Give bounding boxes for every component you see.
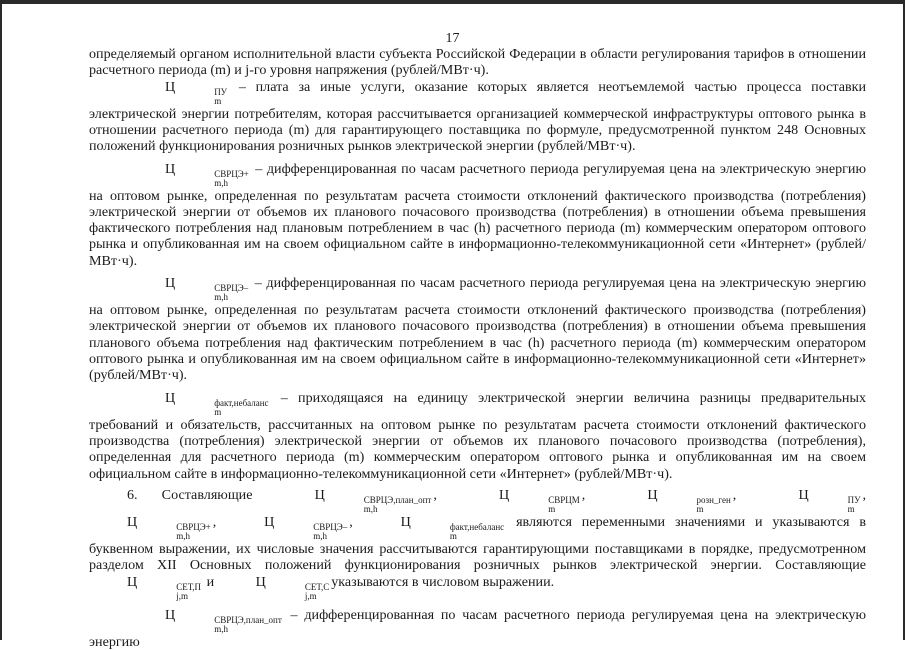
item-6-symbol-4: Ц ПУ m (798, 486, 861, 514)
item-6-symbol-set-p: Ц СЕТ,П j,m (127, 573, 202, 601)
definition-fakt-nebalans (89, 390, 866, 482)
definition-plan-opt (89, 607, 866, 650)
page-number: 17 (445, 31, 460, 46)
symbol-svrtse-plus: Ц СВРЦЭ+ m,h (165, 160, 249, 188)
symbol-pu: Ц ПУ m (165, 78, 228, 106)
item-6-symbol-7: Ц факт,небаланс m (400, 513, 505, 541)
item-6-symbol-6: Ц СВРЦЭ– m,h (264, 513, 348, 541)
definition-svrtse-minus-text: – дифференцированная по часам расчетного периода регулируемая цена на электрическую энергию на оптовом рынке, определенная по результатам расчета стоимости отклонений фактического производства (потребления) электрической энергии от объемов их планового почасового производства (потребления) в отношении объема превышения планового объема потребления над фактическим потреблением в час (h) расчетного периода (m) коммерческим оператором оптового рынка и опубликованная им на своем официальном сайте в информационно-телекоммуникационной сети «Интернет» (рублей/МВт·ч). (89, 275, 866, 384)
symbol-fakt-nebalans: Ц факт,небаланс m (165, 389, 269, 417)
definition-svrtse-minus (89, 275, 866, 384)
item-6-symbol-3: Ц розн_ген m (647, 486, 731, 514)
definition-pu-text: – плата за иные услуги, оказание которых является неотъемлемой частью процесса поставки электрической энергии потребителям, которая рассчитывается организацией коммерческой инфраструктуры оптового рынка в отношении расчетного периода (m) для гарантирующего поставщика по формуле, предусмотренной пунктом 248 Основных положений функционирования розничных рынков электрической энергии (рублей/МВт·ч). (89, 78, 866, 155)
item-6-paragraph: 6. Составляющие Ц СВРЦЭ,план_опт m,h , Ц СВРЦМ m , Ц розн_ген m , Ц ПУ m , Ц СВРЦЭ+ m,h , Ц СВРЦЭ– m,h , Ц факт,небаланс m являются переменными значениями и указываются в буквенном выражении, их числовые значения рассчитываются гарантирующими поставщиками в порядке, предусмотренном разделом XII Основных положений функционирования розничных рынков электрической энергии. Составляющие Ц СЕТ,П j,m и Ц СЕТ,С j,m указываются в числовом выражении. (89, 486, 867, 601)
item-6-symbol-2: Ц СВРЦМ m (499, 486, 580, 514)
definition-fakt-nebalans-text: – приходящаяся на единицу электрической энергии величина разницы предварительных требований и обязательств, рассчитанных на оптовом рынке по результатам расчета стоимости отклонений фактического производства (потребления) электрической энергии от объемов их планового почасового производства (потребления), определенная для расчетного периода (m) коммерческим оператором оптового рынка и опубликованная им на своем официальном сайте в информационно-телекоммуникационной сети «Интернет» (рублей/МВт·ч). (89, 389, 866, 482)
item-6-tail-text: указываются в числовом выражении. (331, 573, 555, 590)
document-body (89, 46, 866, 650)
symbol-svrtse-minus: Ц СВРЦЭ– m,h (165, 275, 249, 303)
item-6-conjunction: и (206, 573, 215, 590)
symbol-plan-opt: Ц СВРЦЭ,план_опт m,h (165, 606, 282, 634)
scan-border-top (0, 0, 905, 4)
intro-paragraph: определяемый органом исполнительной власти субъекта Российской Федерации в области регулирования тарифов в отношении расчетного периода (m) и j-го уровня напряжения (рублей/МВт·ч). (89, 46, 866, 79)
definition-svrtse-plus-text: – дифференцированная по часам расчетного периода регулируемая цена на электрическую энергию на оптовом рынке, определенная по результатам расчета стоимости отклонений фактического производства (потребления) электрической энергии от объемов их планового почасового производства (потребления) в отношении объема превышения фактического потребления над плановым потреблением в час (h) расчетного периода (m) коммерческим оператором оптового рынка и опубликованная им на своем официальном сайте в информационно-телекоммуникационной сети «Интернет» (рублей/МВт·ч). (89, 160, 867, 269)
item-6-symbol-1: Ц СВРЦЭ,план_опт m,h (314, 486, 432, 514)
item-6-symbol-5: Ц СВРЦЭ+ m,h (127, 513, 211, 541)
item-6-symbol-set-s: Ц СЕТ,С j,m (255, 573, 330, 601)
scan-border-left (0, 0, 2, 640)
definition-svrtse-plus (89, 161, 866, 270)
item-6-mid-text: являются переменными значениями и указываются в буквенном выражении, их числовые значения рассчитываются гарантирующими поставщиками в порядке, предусмотренном разделом XII Основных положений функционирования розничных рынков электрической энергии. Составляющие (89, 513, 867, 574)
item-6-lead: 6. Составляющие (127, 486, 253, 503)
definition-plan-opt-text: – дифференцированная по часам расчетного периода регулируемая цена на электрическую энергию (89, 606, 866, 650)
definition-pu (89, 79, 866, 155)
